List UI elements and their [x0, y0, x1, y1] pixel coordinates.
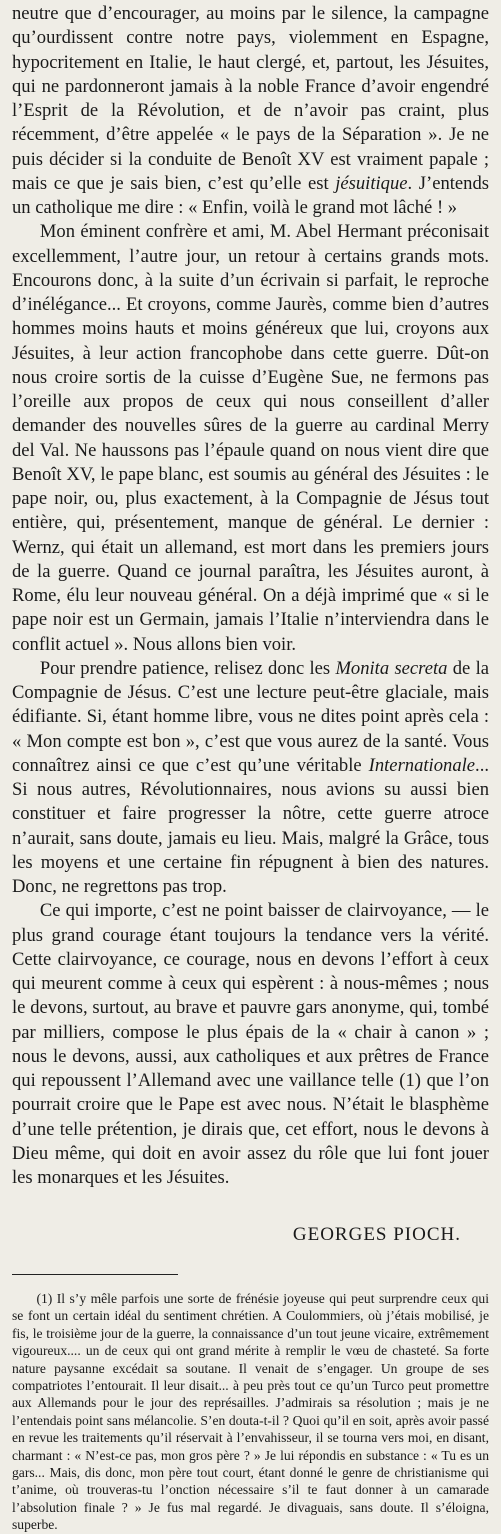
footnote [12, 1290, 489, 1534]
paragraph-text: neutre que d’encourager, au moins par le silence, la campagne qu’ourdissent contre notre pays, violemment en Espagne, hypocritement en Italie, le haut clergé, et, partout, les Jésuites, qui ne pardonneront jamais à la noble France d’avoir engendré l’Esprit de la Révolution, et de n’avoir pas craint, plus récemment, d’être appelée « le pays de la Séparation ». Je ne puis décider si la conduite de Benoît XV est vraiment papale ; mais ce que je sais bien, c’est qu’elle est [12, 3, 489, 194]
paragraph-text: Pour prendre patience, relisez donc les [39, 657, 336, 679]
article-paragraph [12, 220, 489, 657]
paragraph-text: Mon éminent confrère et ami, M. Abel Hermant préconisait excellemment, l’autre jour, un retour à certains grands mots. Encourons donc, à la suite d’un écrivain si parfait, le reproche d’inélégance... Et croyons, comme Jaurès, comme bien d’autres hommes moins hauts et moins généreux que lui, croyons aux Jésuites, à leur action francophobe dans cette guerre. Dût-on nous croire sortis de la cuisse d’Eugène Sue, ne fermons pas l’oreille aux propos de ceux qui nous conseillent d’aller demander des nouvelles sûres de la guerre au cardinal Merry del Val. Ne haussons pas l’épaule quand on nous vient dire que Benoît XV, le pape blanc, est soumis au général des Jésuites : le pape noir, ou, plus exactement, à la Compagnie de Jésus tout entière, qui, présentement, manque de général. Le dernier : Wernz, qui était un allemand, est mort dans les premiers jours de la guerre. Quand ce journal paraîtra, les Jésuites auront, à Rome, élu leur nouveau général. On a déjà imprimé que « si le pape noir est un Germain, jamais l’Italie n’interviendra dans le conflit actuel ». Nous allons bien voir. [12, 221, 489, 655]
article-paragraph [12, 657, 489, 900]
paragraph-text: ... Si nous autres, Révolutionnaires, nous avions su aussi bien constituer et faire progresser la nôtre, cette guerre atroce n’aurait, sans doute, jamais eu lieu. Mais, malgré la Grâce, tous les moyens et une certaine fin répugnent à bien des natures. Donc, ne regrettons pas trop. [12, 754, 489, 897]
paragraph-text: . J’entends un catholique me dire : « Enfin, voilà le grand mot lâché ! » [12, 172, 489, 218]
footnote-text: (1) Il s’y mêle parfois une sorte de frénésie joyeuse qui peut surprendre ceux qui se font un certain idéal du sentiment chrétien. A Coulommiers, où j’étais mobilisé, je fis, le troisième jour de la guerre, la connaissance d’un tout jeune vicaire, extrêmement vigoureux.... un de ceux qui ont grand mérite à remplir le vœu de chasteté. Sa forte nature paysanne excédait sa soutane. Il venait de s’engager. Un groupe de ses compatriotes l’entourait. Il leur disait... à peu près tout ce qu’un Turco peut promettre aux Allemands pour le jour des représailles. J’admirais sa résolution ; mais je ne l’entendais point sans mélancolie. S’en douta-t-il ? Quoi qu’il en soit, après avoir passé en revue les traitements qu’il réservait à l’envahisseur, il se tourna vers moi, en disant, charmant : « N’est-ce pas, mon gros père ? » Je lui répondis en substance : « Tu es un gars... Mais, dis donc, mon père tout court, étant donné le genre de christianisme qui t’anime, où trouveras-tu l’onction nécessaire s’il te faut donner à un camarade l’absolution finale ? » Je fus mal regardé. Je divaguais, sans doute. Il s’éloigna, superbe. [12, 1291, 489, 1533]
italic-text: jésuitique [335, 172, 408, 194]
italic-text: Internationale [368, 754, 476, 776]
italic-text: Monita secreta [335, 657, 448, 679]
paragraph-text: de la Compagnie de Jésus. C’est une lecture peut-être glaciale, mais édifiante. Si, étant homme libre, vous ne dites point après cela : « Mon compte est bon », c’est que vous aurez de la santé. Vous connaîtrez ainsi ce que c’est qu’une véritable [12, 657, 489, 776]
article-paragraph [12, 2, 489, 220]
article-body [12, 2, 489, 1190]
article-paragraph [12, 899, 489, 1190]
footnote-separator [12, 1274, 178, 1275]
author-signature: GEORGES PIOCH. [292, 1224, 461, 1245]
paragraph-text: Ce qui importe, c’est ne point baisser de clairvoyance, — le plus grand courage étant toujours la tendance vers la vérité. Cette clairvoyance, ce courage, nous en devons l’effort à ceux qui meurent comme à ceux qui espèrent : à nous-mêmes ; nous le devons, surtout, au brave et pauvre gars anonyme, qui, tombé par milliers, compose le plus épais de la « chair à canon » ; nous le devons, aussi, aux catholiques et aux prêtres de France qui repoussent l’Allemand avec une vaillance telle (1) que l’on pourrait croire que le Pape est avec nous. N’était le blasphème d’une telle prétention, je dirais que, cet effort, nous le devons à Dieu même, qui doit en avoir assez du rôle que lui font jouer les monarques et les Jésuites. [12, 900, 489, 1188]
